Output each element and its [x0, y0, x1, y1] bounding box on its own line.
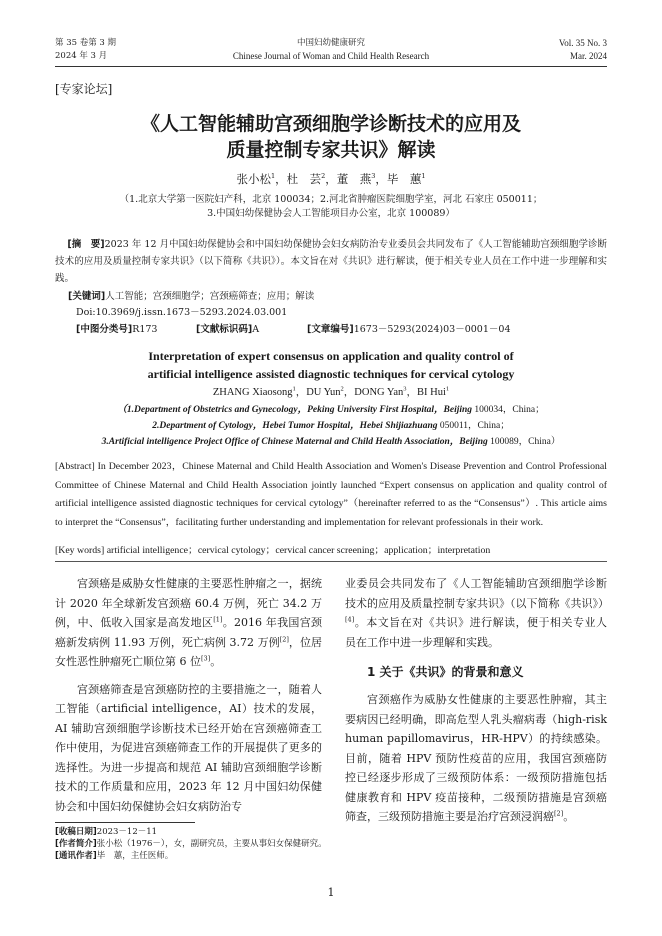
author-aff-mark: 1 [445, 385, 450, 393]
author-aff-mark: 1 [270, 172, 276, 181]
author-aff-mark: 2 [321, 172, 326, 181]
body-text: ，位居女性恶性肿瘤死亡顺位第 6 位 [55, 635, 323, 668]
author-aff-mark: 1 [421, 172, 426, 181]
keywords-en-label: [Key words] [55, 545, 105, 556]
citation: [1] [213, 615, 223, 624]
body-left-column [55, 574, 322, 816]
affiliation-en-tail: 050011，China； [437, 421, 510, 431]
body-paragraph [345, 574, 607, 652]
section-heading: 1 关于《共识》的背景和意义 [367, 665, 524, 679]
author-aff-mark: 3 [403, 385, 407, 393]
classification-label: [中图分类号] [76, 324, 133, 335]
affiliation-en-text: 3.Artificial intelligence Project Office of Chinese Maternal and Child Health Association，Beijing [101, 437, 488, 447]
citation: [2] [554, 809, 564, 818]
body-text: 。2016 年我国宫颈癌新发病例 11.93 万例，死亡病例 3.72 万例 [55, 616, 322, 649]
body-text: 。 [563, 810, 575, 823]
title-en-line1: Interpretation of expert consensus on application and quality control of [148, 349, 514, 363]
title-cn-line2: 质量控制专家共识》解读 [226, 139, 436, 161]
footnote-label: [通讯作者] [55, 851, 97, 861]
abstract-en-label: [Abstract] [55, 461, 95, 472]
footnote-label: [收稿日期] [55, 827, 97, 837]
affiliation-en-text: 2.Department of Cytology，Hebei Tumor Hospital，Hebei Shijiazhuang [152, 421, 438, 431]
author-aff-mark: 2 [340, 385, 344, 393]
body-paragraph: 宫颈癌筛查是宫颈癌防控的主要措施之一，随着人工智能（artificial intelligence，AI）技术的发展，AI 辅助宫颈细胞学诊断技术已经开始在宫颈癌筛查工作中使用，为促进宫颈癌筛查工作的开展提供了更多的选择性。为进一步提高和规范 AI 辅助宫颈细胞学诊断技术的工作质量和应用，2023 年 12 月中国妇幼保健协会和中国妇幼保健协会妇女病防治专 [55, 682, 322, 813]
body-right-column [345, 574, 607, 827]
body-paragraph [55, 574, 322, 672]
page-number: 1 [327, 886, 335, 899]
affiliation-en-3 [0, 434, 662, 450]
header-volume: 第 35 卷第 3 期 [55, 38, 117, 48]
citation: [2] [279, 634, 289, 643]
doc-code-value: A [252, 324, 260, 335]
affiliations-cn-line1: （1.北京大学第一医院妇产科，北京 100034；2.河北省肿瘤医院细胞学室，河北 石家庄 050011； [119, 194, 543, 205]
author-cn: 毕 蕙 [386, 172, 422, 186]
footnote-text: 2023－12－11 [96, 827, 158, 837]
author-en: ZHANG Xiaosong [212, 387, 293, 398]
abstract-cn [55, 236, 607, 287]
doi: Doi:10.3969/j.issn.1673－5293.2024.03.001 [76, 307, 288, 318]
author-aff-mark: 3 [371, 172, 376, 181]
column-label: [专家论坛] [55, 82, 113, 96]
abstract-cn-text: 2023 年 12 月中国妇幼保健协会和中国妇幼保健协会妇女病防治专业委员会共同发布了《人工智能辅助宫颈细胞学诊断技术的应用及质量控制专家共识》（以下简称《共识》）。本文旨在对《共识》进行解读，便于相关专业人员在工作中进一步理解和实践。 [55, 239, 608, 284]
footnote-received [55, 826, 327, 838]
citation: [3] [201, 654, 211, 663]
author-en: BI Hui [417, 387, 446, 398]
affiliation-en-tail: 100089，China） [487, 437, 561, 447]
classification-value: R173 [132, 324, 158, 335]
footnote-text: 毕 蕙，主任医师。 [96, 851, 174, 861]
abstract-en-text: In December 2023，Chinese Maternal and Child Health Association and Women's Disease Prevention and Control Professional Committee of Chinese Maternal and Child Health Association jointly launched “Expert consensus on application and quality control of artificial intelligence assisted diagnostic techniques for cervical cytology”（hereinafter referred to as the “Consensus”）. This article aims to interpret the “Consensus”，facilitating further understanding and implementation for relevant professionals in their work. [55, 461, 608, 528]
keywords-cn-text: 人工智能；宫颈细胞学；宫颈癌筛查；应用；解读 [105, 291, 315, 302]
title-en-line2: artificial intelligence assisted diagnostic techniques for cervical cytology [147, 367, 515, 381]
keywords-en-text: artificial intelligence；cervical cytology；cervical cancer screening；application；interpretation [106, 545, 491, 556]
article-no [307, 323, 510, 337]
affiliation-en-1 [0, 402, 662, 418]
footnotes [55, 826, 327, 862]
footnote-text: 张小松（1976－），女，副研究员，主要从事妇女保健研究。 [96, 839, 327, 849]
header-journal-cn: 中国妇幼健康研究 [296, 38, 365, 48]
abstract-cn-label: [摘 要] [67, 239, 105, 250]
article-no-value: 1673－5293(2024)03－0001－04 [353, 324, 511, 335]
body-text: 。本文旨在对《共识》进行解读，便于相关专业人员在工作中进一步理解和实践。 [345, 616, 607, 649]
body-text: 宫颈癌是威胁女性健康的主要恶性肿瘤之一，据统计 2020 年全球新发宫颈癌 60.4 万例，死亡 34.2 万例，中、低收入国家是高发地区 [55, 577, 322, 629]
authors-cn: 张小松$^1$，杜 芸$^2$，董 燕$^3$，毕 蕙$^1$ [236, 172, 426, 186]
author-cn: 张小松 [236, 172, 271, 186]
abstract-rule [55, 561, 607, 562]
classification [76, 323, 157, 337]
footnote-correspondence [55, 850, 327, 862]
keywords-en [55, 543, 607, 558]
body-text: 。 [210, 655, 222, 668]
header-volume-en: Vol. 35 No. 3 [558, 38, 607, 48]
affiliations-cn-line2: 3.中国妇幼保健协会人工智能项目办公室，北京 100089） [207, 208, 455, 219]
article-no-label: [文章编号] [307, 324, 354, 335]
doc-code-label: [文献标识码] [196, 324, 253, 335]
keywords-cn-label: [关键词] [68, 291, 106, 302]
footnote-author [55, 838, 327, 850]
affiliation-en-2 [0, 418, 662, 434]
body-text: 业委员会共同发布了《人工智能辅助宫颈细胞学诊断技术的应用及质量控制专家共识》（以下简称《共识》） [345, 577, 609, 610]
author-cn: 董 燕 [336, 172, 372, 186]
title-cn-line1: 《人工智能辅助宫颈细胞学诊断技术的应用及 [140, 113, 521, 135]
footnote-rule [55, 822, 195, 823]
header-date-en: Mar. 2024 [570, 51, 607, 61]
affiliation-en-tail: 100034，China； [472, 405, 545, 415]
citation: [4] [345, 615, 355, 624]
doc-code [196, 323, 259, 337]
header-journal-en: Chinese Journal of Woman and Child Health Research [232, 51, 430, 61]
footnote-label: [作者简介] [55, 839, 97, 849]
keywords-cn [68, 290, 314, 304]
header-rule [55, 66, 607, 67]
author-en: DU Yun [306, 387, 341, 398]
author-aff-mark: 1 [292, 385, 296, 393]
abstract-en [55, 458, 607, 532]
body-paragraph [345, 690, 607, 827]
authors-en: ZHANG Xiaosong$^1$，DU Yun$^2$，DONG Yan$^3$，BI Hui$^1$ [212, 385, 450, 398]
author-en: DONG Yan [354, 387, 404, 398]
author-cn: 杜 芸 [286, 172, 322, 186]
body-text: 宫颈癌作为威胁女性健康的主要恶性肿瘤，其主要病因已经明确，即高危型人乳头瘤病毒（high-risk human papillomavirus，HR-HPV）的持续感染。目前，随着 HPV 预防性疫苗的应用，我国宫颈癌防控已经逐步形成了三级预防体系：一级预防措施包括健康教育和 HPV 疫苗接种，二级预防措施是宫颈癌筛查，三级预防措施主要是治疗宫颈浸润癌 [345, 693, 607, 823]
affiliation-en-text: （1.Department of Obstetrics and Gynecology，Peking University First Hospital，Beijing [117, 405, 473, 415]
header-date: 2024 年 3 月 [55, 51, 108, 61]
